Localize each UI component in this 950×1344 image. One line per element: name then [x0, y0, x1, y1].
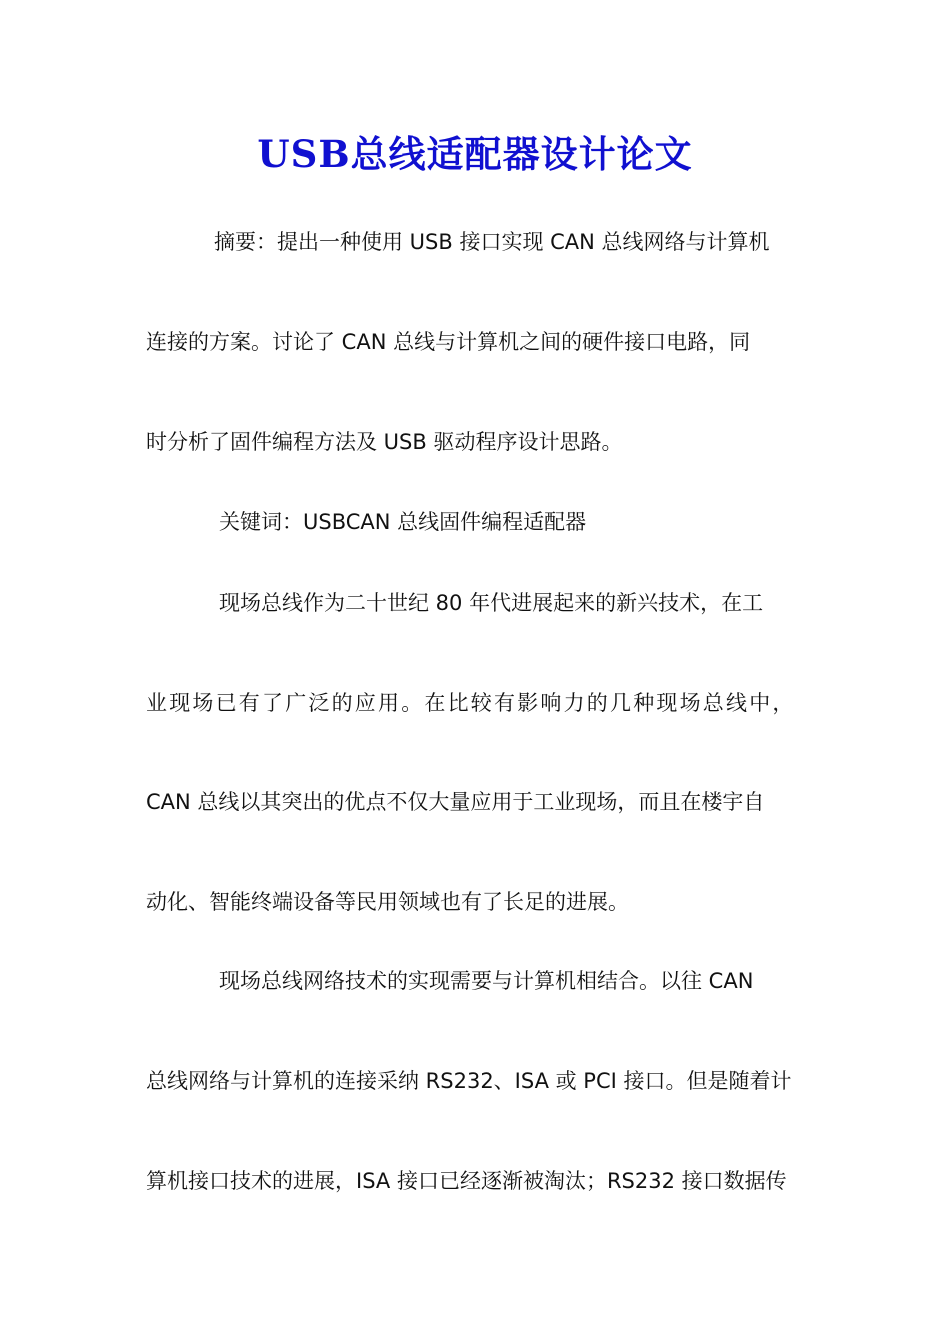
body-paragraph-2-line-2: 总线网络与计算机的连接采纳 RS232、ISA 或 PCI 接口。但是随着计: [146, 1069, 792, 1093]
body-paragraph-2-line-3: 算机接口技术的进展，ISA 接口已经逐渐被淘汰；RS232 接口数据传: [146, 1169, 787, 1193]
body-paragraph-2-line-1: 现场总线网络技术的实现需要与计算机相结合。以往 CAN: [219, 969, 754, 993]
body-paragraph-1-line-1: 现场总线作为二十世纪 80 年代进展起来的新兴技术，在工: [219, 591, 764, 615]
abstract-line-2: 连接的方案。讨论了 CAN 总线与计算机之间的硬件接口电路，同: [146, 330, 751, 354]
body-paragraph-1-line-2: 业现场已有了广泛的应用。在比较有影响力的几种现场总线中，: [146, 691, 796, 715]
document-title: USB总线适配器设计论文: [257, 132, 693, 176]
body-paragraph-1-line-3: CAN 总线以其突出的优点不仅大量应用于工业现场，而且在楼宇自: [146, 790, 765, 814]
keywords-line: 关键词：USBCAN 总线固件编程适配器: [219, 510, 587, 534]
body-paragraph-1-line-4: 动化、智能终端设备等民用领域也有了长足的进展。: [146, 890, 629, 914]
abstract-line-3: 时分析了固件编程方法及 USB 驱动程序设计思路。: [146, 430, 623, 454]
abstract-line-1: 摘要：提出一种使用 USB 接口实现 CAN 总线网络与计算机: [214, 230, 770, 254]
